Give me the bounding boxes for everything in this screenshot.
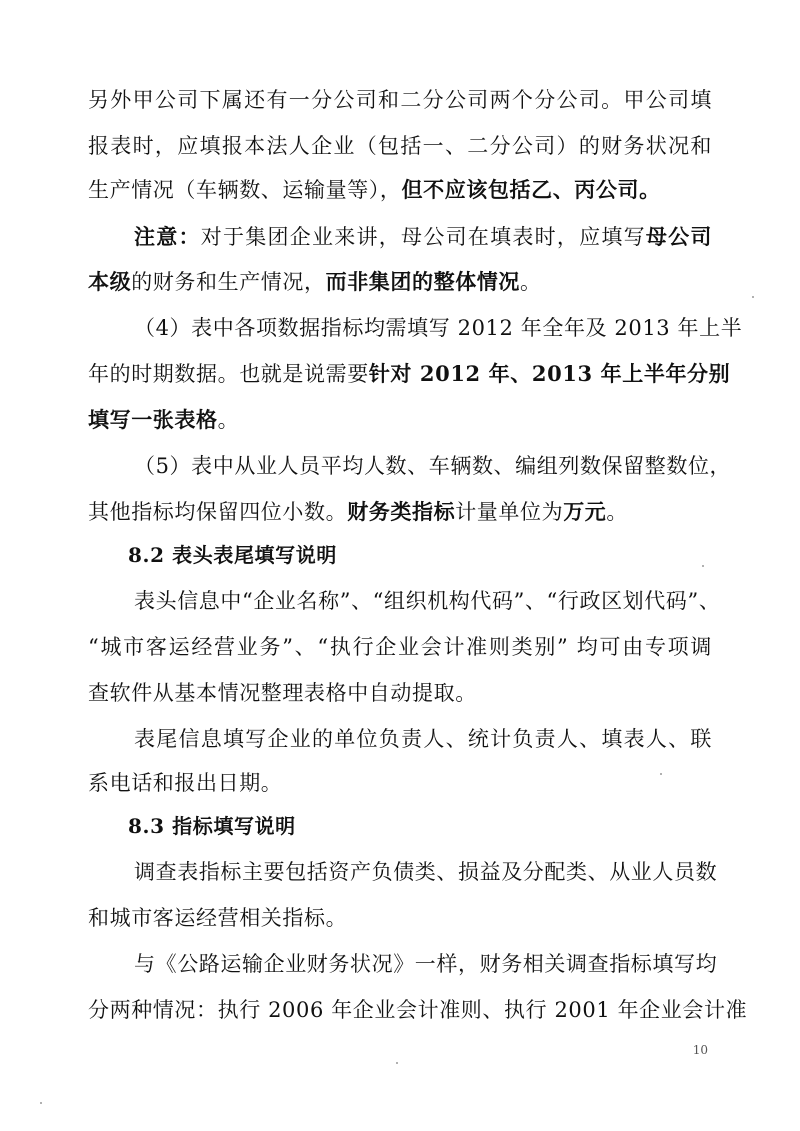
paragraph-line: 年的时期数据。也就是说需要针对 2012 年、2013 年上半年分别 [88,361,731,386]
scan-speck [752,296,754,298]
section-heading-8-3: 8.3 指标填写说明 [128,814,296,838]
page-number: 10 [692,1043,708,1057]
paragraph-line: 和城市客运经营相关指标。 [88,906,348,930]
paragraph-line: 生产情况（车辆数、运输量等），但不应该包括乙、丙公司。 [88,177,661,202]
section-heading-8-2: 8.2 表头表尾填写说明 [128,543,337,567]
paragraph-line: （4）表中各项数据指标均需填写 2012 年全年及 2013 年上半 [134,316,743,340]
paragraph-line: “城市客运经营业务”、“执行企业会计准则类别” 均可由专项调 [88,635,712,659]
paragraph-line: 与《公路运输企业财务状况》一样，财务相关调查指标填写均 [134,952,718,976]
paragraph-line: 另外甲公司下属还有一分公司和二分公司两个分公司。甲公司填 [88,88,712,112]
note-line: 本级的财务和生产情况，而非集团的整体情况。 [88,269,542,294]
paragraph-line: 表尾信息填写企业的单位负责人、统计负责人、填表人、联 [134,727,712,751]
paragraph-line: 填写一张表格。 [88,407,240,432]
note-label: 注意： [134,224,201,249]
scan-speck [396,1062,398,1064]
paragraph-line: 分两种情况：执行 2006 年企业会计准则、执行 2001 年企业会计准 [88,998,748,1022]
paragraph-line: 表头信息中“企业名称”、“组织机构代码”、“行政区划代码”、 [134,589,721,613]
paragraph-line: 查软件从基本情况整理表格中自动提取。 [88,681,477,705]
paragraph-line: （5）表中从业人员平均人数、车辆数、编组列数保留整数位， [134,454,732,478]
note-line: 注意：对于集团企业来讲，母公司在填表时，应填写母公司 [134,224,712,249]
scan-speck [40,1102,42,1104]
paragraph-line: 报表时，应填报本法人企业（包括一、二分公司）的财务状况和 [88,134,712,158]
paragraph-line: 其他指标均保留四位小数。财务类指标计量单位为万元。 [88,499,629,524]
paragraph-line: 调查表指标主要包括资产负债类、损益及分配类、从业人员数 [134,860,718,884]
scan-speck [702,565,704,567]
paragraph-line: 系电话和报出日期。 [88,771,283,795]
scan-speck [660,773,662,775]
